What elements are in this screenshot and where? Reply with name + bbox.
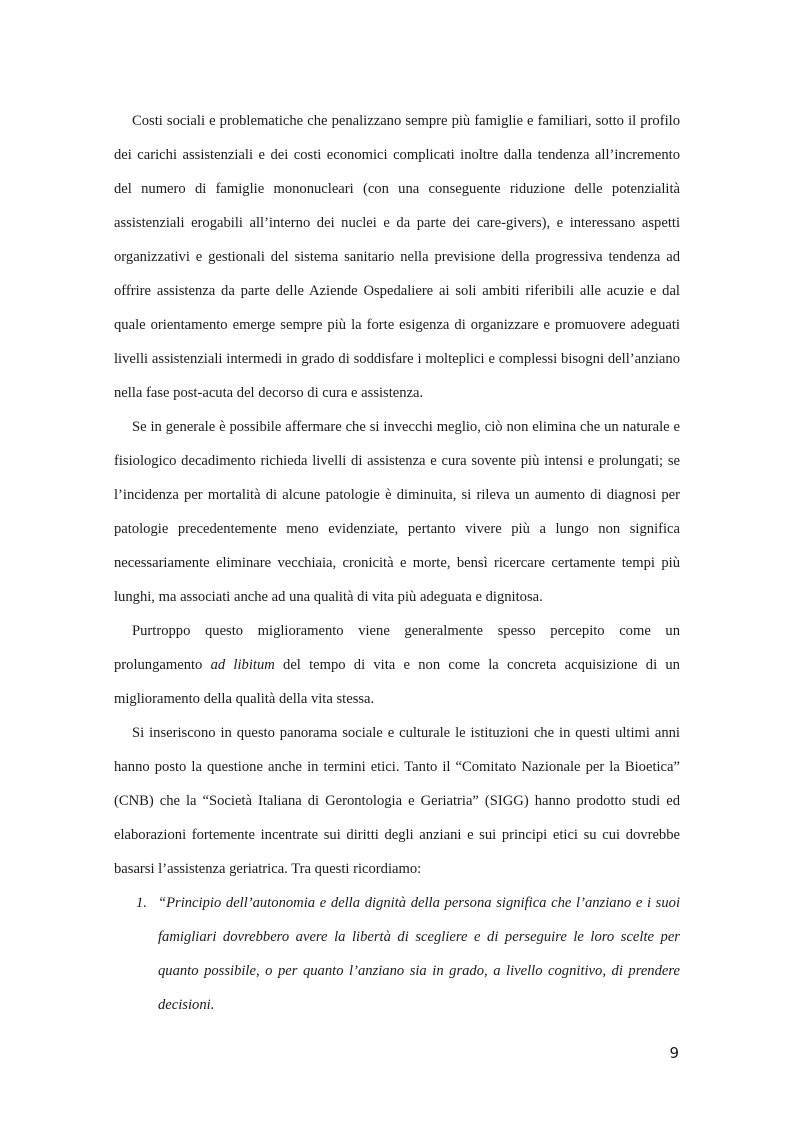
list-item-number: 1. — [136, 895, 147, 911]
list-item — [114, 886, 680, 1022]
paragraph-3-emphasis: ad libitum — [210, 657, 275, 673]
paragraph-3-after: del tempo di vita e non come la concreta acquisizione di un miglioramento della qualità della vita stessa. — [114, 657, 680, 707]
page-number: 9 — [669, 1044, 679, 1062]
paragraph-2: Se in generale è possibile affermare che si invecchi meglio, ciò non elimina che un naturale e fisiologico decadimento richieda livelli di assistenza e cura sovente più intensi e prolungati; se l’incidenza per mortalità di alcune patologie è diminuita, si rileva un aumento di diagnosi per patologie precedentemente meno evidenziate, pertanto vivere più a lungo non significa necessariamente eliminare vecchiaia, cronicità e morte, bensì ricercare certamente tempi più lunghi, ma associati anche ad una qualità di vita più adeguata e dignitosa. — [114, 419, 680, 605]
list-item-text: “Principio dell’autonomia e della dignità della persona significa che l’anziano e i suoi famigliari dovrebbero avere la libertà di scegliere e di perseguire le loro scelte per quanto possibile, o per quanto l’anziano sia in grado, a livello cognitivo, di prendere decisioni. — [158, 895, 680, 1013]
paragraph-3 — [114, 614, 680, 716]
document-body — [114, 104, 680, 1022]
principles-list — [114, 886, 680, 1022]
paragraph-3-before: Purtroppo questo miglioramento viene generalmente spesso percepito come un prolungamento — [114, 623, 680, 673]
paragraph-4: Si inseriscono in questo panorama sociale e culturale le istituzioni che in questi ultimi anni hanno posto la questione anche in termini etici. Tanto il “Comitato Nazionale per la Bioetica” (CNB) che la “Società Italiana di Gerontologia e Geriatria” (SIGG) hanno prodotto studi ed elaborazioni fortemente incentrate sui diritti degli anziani e sui principi etici su cui dovrebbe basarsi l’assistenza geriatrica. Tra questi ricordiamo: — [114, 725, 680, 877]
paragraph-1: Costi sociali e problematiche che penalizzano sempre più famiglie e familiari, sotto il profilo dei carichi assistenziali e dei costi economici complicati inoltre dalla tendenza all’incremento del numero di famiglie mononucleari (con una conseguente riduzione delle potenzialità assistenziali erogabili all’interno dei nuclei e da parte dei care-givers), e interessano aspetti organizzativi e gestionali del sistema sanitario nella previsione della progressiva tendenza ad offrire assistenza da parte delle Aziende Ospedaliere ai soli ambiti riferibili alle acuzie e dal quale orientamento emerge sempre più la forte esigenza di organizzare e promuovere adeguati livelli assistenziali intermedi in grado di soddisfare i molteplici e complessi bisogni dell’anziano nella fase post-acuta del decorso di cura e assistenza. — [114, 113, 680, 401]
